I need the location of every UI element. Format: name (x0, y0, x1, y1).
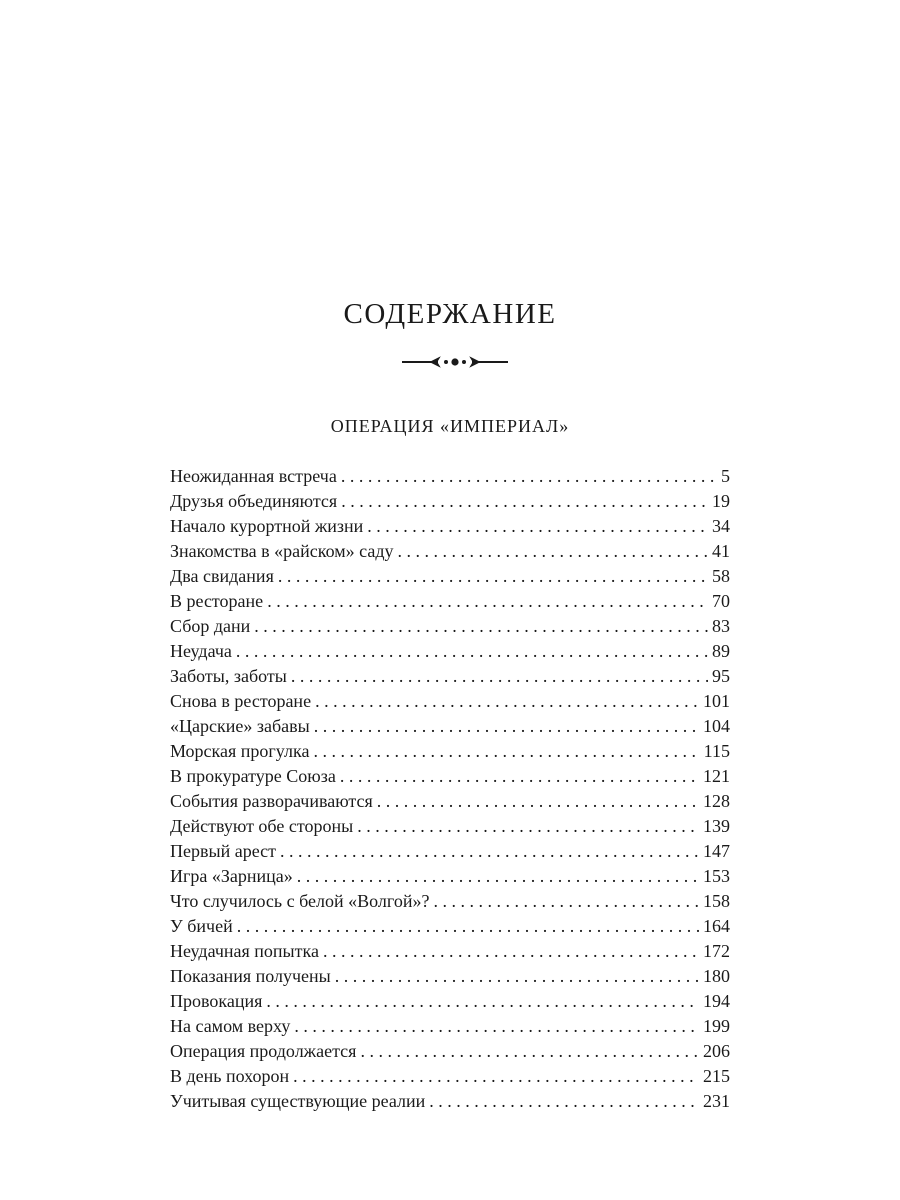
toc-entry-title: Операция продолжается (170, 1041, 357, 1061)
dot-leader (313, 739, 699, 764)
dot-leader (291, 664, 708, 689)
toc-entry-title: Морская прогулка (170, 741, 310, 761)
toc-entry-title: В прокуратуре Союза (170, 766, 336, 786)
toc-entry-page: 41 (712, 541, 730, 561)
toc-entry (170, 764, 730, 789)
toc-entry (170, 1014, 730, 1039)
dot-leader (323, 939, 699, 964)
toc-entry-page: 206 (703, 1041, 730, 1061)
dot-leader (377, 789, 699, 814)
toc-entry-page: 139 (703, 816, 730, 836)
toc-entry-page: 19 (712, 491, 730, 511)
table-of-contents (170, 464, 730, 1114)
toc-entry (170, 1039, 730, 1064)
dot-leader (294, 1014, 699, 1039)
toc-entry-title: «Царские» забавы (170, 716, 310, 736)
toc-entry-page: 89 (712, 641, 730, 661)
toc-entry-page: 194 (703, 991, 730, 1011)
toc-entry-page: 95 (712, 666, 730, 686)
toc-entry (170, 639, 730, 664)
toc-entry (170, 514, 730, 539)
toc-entry (170, 1089, 730, 1114)
toc-entry (170, 989, 730, 1014)
dot-leader (340, 764, 699, 789)
dot-leader (335, 964, 699, 989)
toc-entry (170, 889, 730, 914)
toc-entry-page: 70 (712, 591, 730, 611)
toc-entry (170, 664, 730, 689)
toc-entry-title: Неожиданная встреча (170, 466, 337, 486)
toc-entry-page: 231 (703, 1091, 730, 1111)
toc-entry (170, 689, 730, 714)
toc-entry-page: 121 (703, 766, 730, 786)
toc-entry-page: 101 (703, 691, 730, 711)
dot-leader (293, 1064, 699, 1089)
toc-entry-title: На самом верху (170, 1016, 291, 1036)
toc-entry-page: 199 (703, 1016, 730, 1036)
toc-entry (170, 864, 730, 889)
dot-leader (278, 564, 708, 589)
dot-leader (237, 914, 699, 939)
toc-entry (170, 614, 730, 639)
toc-entry-page: 104 (703, 716, 730, 736)
dot-leader (433, 889, 699, 914)
toc-entry (170, 814, 730, 839)
dot-leader (357, 814, 699, 839)
toc-entry (170, 564, 730, 589)
dot-leader (315, 689, 699, 714)
dot-leader (266, 989, 699, 1014)
toc-entry (170, 489, 730, 514)
toc-entry-title: В ресторане (170, 591, 264, 611)
toc-entry-title: Провокация (170, 991, 263, 1011)
toc-entry-title: События разворачиваются (170, 791, 373, 811)
toc-entry (170, 539, 730, 564)
toc-entry-page: 115 (703, 741, 730, 761)
toc-entry (170, 914, 730, 939)
toc-entry (170, 839, 730, 864)
toc-entry (170, 714, 730, 739)
dot-leader (236, 639, 708, 664)
dot-leader (341, 489, 708, 514)
toc-entry-title: Учитывая существующие реалии (170, 1091, 426, 1111)
toc-entry-page: 180 (703, 966, 730, 986)
toc-entry (170, 1064, 730, 1089)
dot-leader (367, 514, 708, 539)
toc-entry-page: 5 (721, 466, 730, 486)
ornamental-divider-icon (400, 352, 510, 372)
toc-entry-title: Показания получены (170, 966, 331, 986)
dot-leader (280, 839, 699, 864)
toc-entry-title: Первый арест (170, 841, 276, 861)
toc-entry-page: 147 (703, 841, 730, 861)
dot-leader (397, 539, 708, 564)
toc-entry-title: Сбор дани (170, 616, 251, 636)
toc-entry-title: Неудача (170, 641, 232, 661)
toc-entry-title: Действуют обе стороны (170, 816, 354, 836)
toc-entry-page: 58 (712, 566, 730, 586)
toc-entry-page: 34 (712, 516, 730, 536)
toc-entry-title: Друзья объединяются (170, 491, 338, 511)
toc-entry-page: 164 (703, 916, 730, 936)
page-title: СОДЕРЖАНИЕ (343, 298, 557, 330)
toc-entry (170, 789, 730, 814)
toc-entry-title: Что случилось с белой «Волгой»? (170, 891, 430, 911)
dot-leader (254, 614, 708, 639)
toc-entry-page: 128 (703, 791, 730, 811)
dot-leader (297, 864, 699, 889)
toc-entry-page: 153 (703, 866, 730, 886)
dot-leader (267, 589, 708, 614)
toc-entry-title: Начало курортной жизни (170, 516, 364, 536)
toc-entry-page: 215 (703, 1066, 730, 1086)
toc-entry-title: В день похорон (170, 1066, 290, 1086)
toc-entry-title: Игра «Зарница» (170, 866, 293, 886)
toc-entry (170, 739, 730, 764)
toc-entry-title: Заботы, заботы (170, 666, 287, 686)
toc-entry (170, 939, 730, 964)
toc-entry-title: Знакомства в «райском» саду (170, 541, 394, 561)
toc-entry-title: Два свидания (170, 566, 274, 586)
toc-entry (170, 964, 730, 989)
dot-leader (429, 1089, 699, 1114)
dot-leader (360, 1039, 699, 1064)
section-title: ОПЕРАЦИЯ «ИМПЕРИАЛ» (330, 416, 570, 436)
toc-entry-page: 83 (712, 616, 730, 636)
toc-entry-title: Неудачная попытка (170, 941, 319, 961)
toc-entry-title: Снова в ресторане (170, 691, 312, 711)
toc-entry-title: У бичей (170, 916, 233, 936)
toc-entry-page: 172 (703, 941, 730, 961)
toc-entry (170, 464, 730, 489)
toc-entry-page: 158 (703, 891, 730, 911)
dot-leader (314, 714, 699, 739)
toc-entry (170, 589, 730, 614)
dot-leader (341, 464, 717, 489)
